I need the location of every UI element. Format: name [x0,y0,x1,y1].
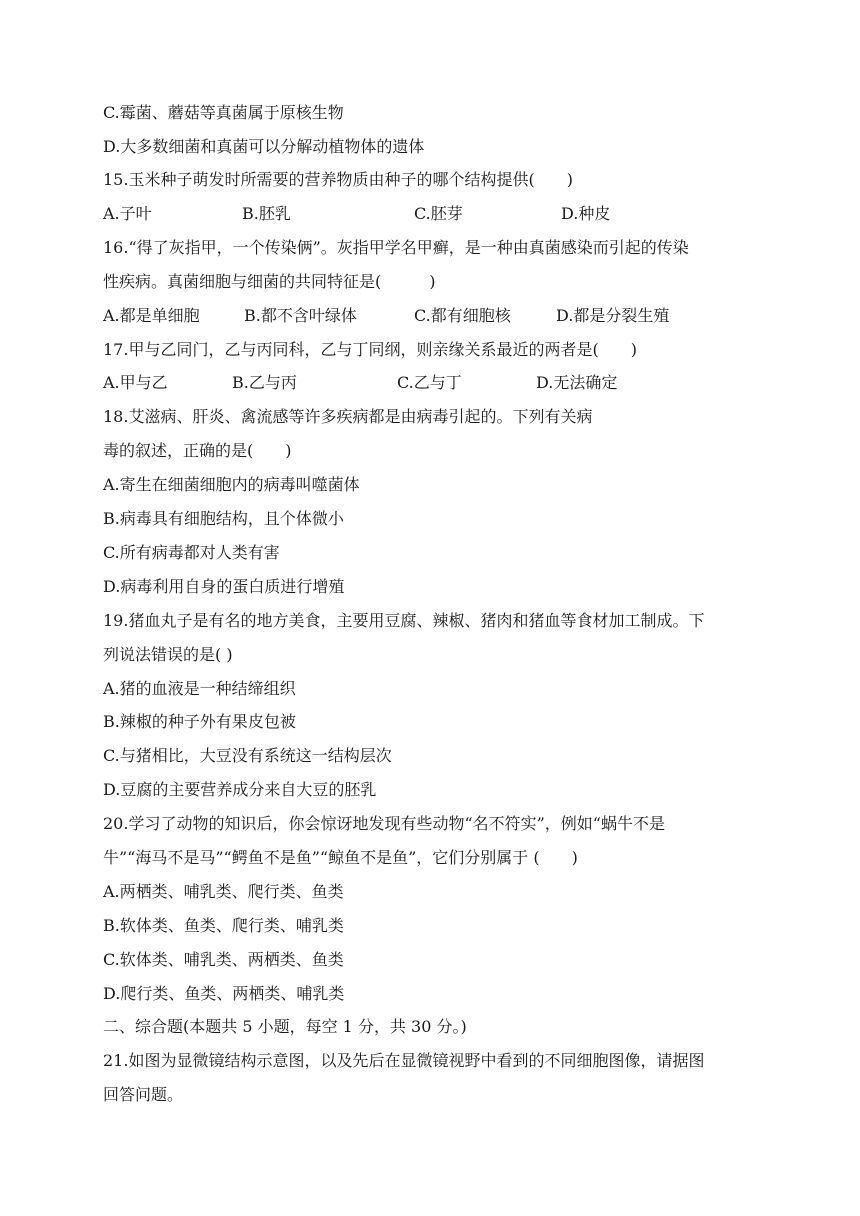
q20-option-d: D.爬行类、鱼类、两栖类、哺乳类 [103,984,345,1003]
q18-option-c: C.所有病毒都对人类有害 [103,543,280,562]
q16-option-d: D.都是分裂生殖 [556,306,670,325]
q18-stem-line2: 毒的叙述，正确的是( ) [103,441,292,460]
q21-stem-line1: 21.如图为显微镜结构示意图，以及先后在显微镜视野中看到的不同细胞图像，请据图 [103,1051,705,1070]
q20-stem-line1: 20.学习了动物的知识后，你会惊讶地发现有些动物“名不符实”，例如“蜗牛不是 [103,814,665,833]
q14-option-d: D.大多数细菌和真菌可以分解动植物体的遗体 [103,137,425,156]
q20-stem-line2: 牛”“海马不是马”“鳄鱼不是鱼”“鲸鱼不是鱼”，它们分别属于 ( ) [103,848,578,867]
q21-stem-line2: 回答问题。 [103,1085,184,1104]
q19-option-b: B.辣椒的种子外有果皮包被 [103,712,296,731]
q18-option-d: D.病毒利用自身的蛋白质进行增殖 [103,577,345,596]
q19-stem-line1: 19.猪血丸子是有名的地方美食，主要用豆腐、辣椒、猪肉和猪血等食材加工制成。下 [103,611,705,630]
q18-option-b: B.病毒具有细胞结构，且个体微小 [103,509,344,528]
q15-option-a: A.子叶 [103,204,152,223]
q14-option-c: C.霉菌、蘑菇等真菌属于原核生物 [103,103,344,122]
q16-stem-line2: 性疾病。真菌细胞与细菌的共同特征是( ) [103,272,436,291]
q17-stem: 17.甲与乙同门，乙与丙同科，乙与丁同纲，则亲缘关系最近的两者是( ) [103,340,637,359]
q15-stem: 15.玉米种子萌发时所需要的营养物质由种子的哪个结构提供( ) [103,170,573,189]
q19-option-a: A.猪的血液是一种结缔组织 [103,679,296,698]
q19-option-c: C.与猪相比，大豆没有系统这一结构层次 [103,746,392,765]
q15-option-c: C.胚芽 [414,204,463,223]
section2-heading: 二、综合题(本题共 5 小题，每空 1 分，共 30 分。) [103,1017,467,1036]
q15-option-b: B.胚乳 [242,204,291,223]
q17-option-d: D.无法确定 [536,373,618,392]
q20-option-c: C.软体类、哺乳类、两栖类、鱼类 [103,950,344,969]
q16-option-a: A.都是单细胞 [103,306,200,325]
q17-option-a: A.甲与乙 [103,373,168,392]
q19-stem-line2: 列说法错误的是( ) [103,645,233,664]
q20-option-a: A.两栖类、哺乳类、爬行类、鱼类 [103,882,344,901]
q19-option-d: D.豆腐的主要营养成分来自大豆的胚乳 [103,780,377,799]
q16-option-c: C.都有细胞核 [414,306,511,325]
q18-option-a: A.寄生在细菌细胞内的病毒叫噬菌体 [103,475,360,494]
q16-option-b: B.都不含叶绿体 [244,306,357,325]
q20-option-b: B.软体类、鱼类、爬行类、哺乳类 [103,916,344,935]
q17-option-b: B.乙与丙 [232,373,297,392]
q17-option-c: C.乙与丁 [397,373,462,392]
q15-option-d: D.种皮 [561,204,611,223]
q18-stem-line1: 18.艾滋病、肝炎、禽流感等许多疾病都是由病毒引起的。下列有关病 [103,407,593,426]
q16-stem-line1: 16.“得了灰指甲，一个传染俩”。灰指甲学名甲癣，是一种由真菌感染而引起的传染 [103,238,689,257]
